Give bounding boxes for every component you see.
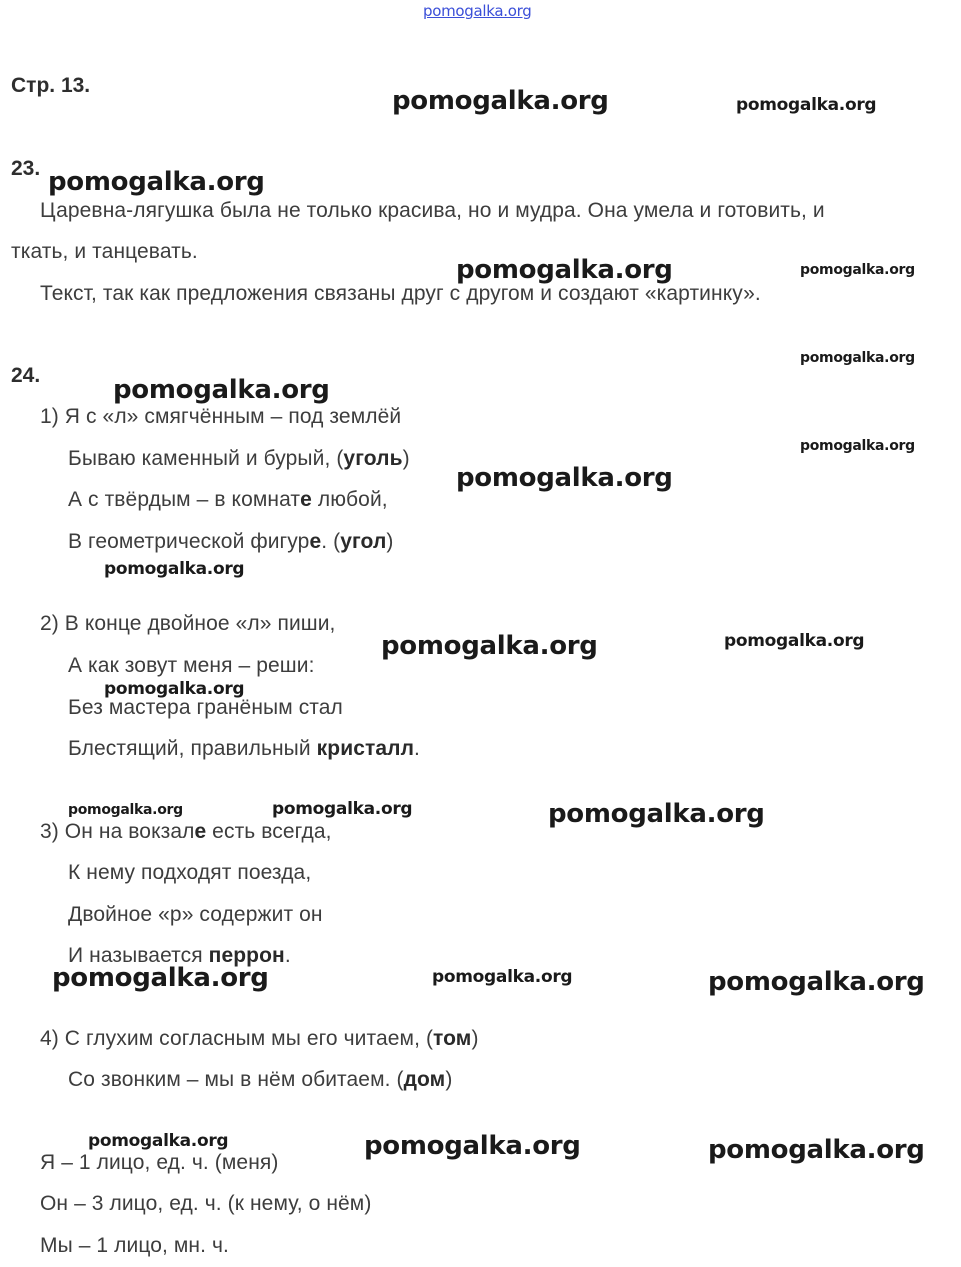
- top-site-link[interactable]: pomogalka.org: [423, 2, 532, 20]
- task-23-line-2: ткать, и танцевать.: [11, 240, 198, 263]
- watermark: pomogalka.org: [88, 1131, 229, 1151]
- watermark: pomogalka.org: [736, 95, 877, 115]
- task-23-line-1: Царевна-лягушка была не только красива, но и мудра. Она умела и готовить, и: [40, 199, 825, 222]
- watermark: pomogalka.org: [104, 679, 245, 699]
- watermark: pomogalka.org: [548, 799, 765, 829]
- watermark: pomogalka.org: [48, 167, 265, 197]
- riddle-3-line-4: И называется перрон.: [68, 944, 291, 967]
- task-23-number: 23.: [11, 157, 41, 180]
- watermark: pomogalka.org: [456, 255, 673, 285]
- riddle-2-line-4: Блестящий, правильный кристалл.: [68, 737, 420, 760]
- page-label: Стр. 13.: [11, 74, 91, 97]
- riddle-1-line-2: Бываю каменный и бурый, (уголь): [68, 447, 410, 470]
- watermark: pomogalka.org: [392, 86, 609, 116]
- watermark: pomogalka.org: [364, 1131, 581, 1161]
- riddle-1-line-4: В геометрической фигуре. (угол): [68, 530, 394, 553]
- watermark: pomogalka.org: [800, 438, 915, 454]
- pronoun-line-1: Я – 1 лицо, ед. ч. (меня): [40, 1151, 279, 1174]
- watermark: pomogalka.org: [800, 262, 915, 278]
- riddle-2-line-1: 2) В конце двойное «л» пиши,: [40, 612, 336, 635]
- riddle-3-line-1: 3) Он на вокзале есть всегда,: [40, 820, 332, 843]
- watermark: pomogalka.org: [104, 559, 245, 579]
- watermark: pomogalka.org: [456, 463, 673, 493]
- watermark: pomogalka.org: [381, 631, 598, 661]
- watermark: pomogalka.org: [724, 631, 865, 651]
- watermark: pomogalka.org: [708, 967, 925, 997]
- task-23-line-3: Текст, так как предложения связаны друг с другом и создают «картинку».: [40, 282, 761, 305]
- riddle-1-line-3: А с твёрдым – в комнате любой,: [68, 488, 388, 511]
- watermark: pomogalka.org: [52, 963, 269, 993]
- watermark: pomogalka.org: [800, 350, 915, 366]
- watermark: pomogalka.org: [68, 802, 183, 818]
- watermark: pomogalka.org: [113, 375, 330, 405]
- pronoun-line-2: Он – 3 лицо, ед. ч. (к нему, о нём): [40, 1192, 372, 1215]
- riddle-4-line-2: Со звонким – мы в нём обитаем. (дом): [68, 1068, 453, 1091]
- riddle-2-line-3: Без мастера гранёным стал: [68, 696, 343, 719]
- watermark: pomogalka.org: [708, 1135, 925, 1165]
- pronoun-line-3: Мы – 1 лицо, мн. ч.: [40, 1234, 229, 1257]
- riddle-1-line-1: 1) Я с «л» смягчённым – под землёй: [40, 405, 402, 428]
- riddle-3-line-3: Двойное «р» содержит он: [68, 903, 323, 926]
- riddle-3-line-2: К нему подходят поезда,: [68, 861, 312, 884]
- watermark: pomogalka.org: [272, 799, 413, 819]
- task-24-number: 24.: [11, 364, 41, 387]
- riddle-4-line-1: 4) С глухим согласным мы его читаем, (том): [40, 1027, 479, 1050]
- riddle-2-line-2: А как зовут меня – реши:: [68, 654, 315, 677]
- watermark: pomogalka.org: [432, 967, 573, 987]
